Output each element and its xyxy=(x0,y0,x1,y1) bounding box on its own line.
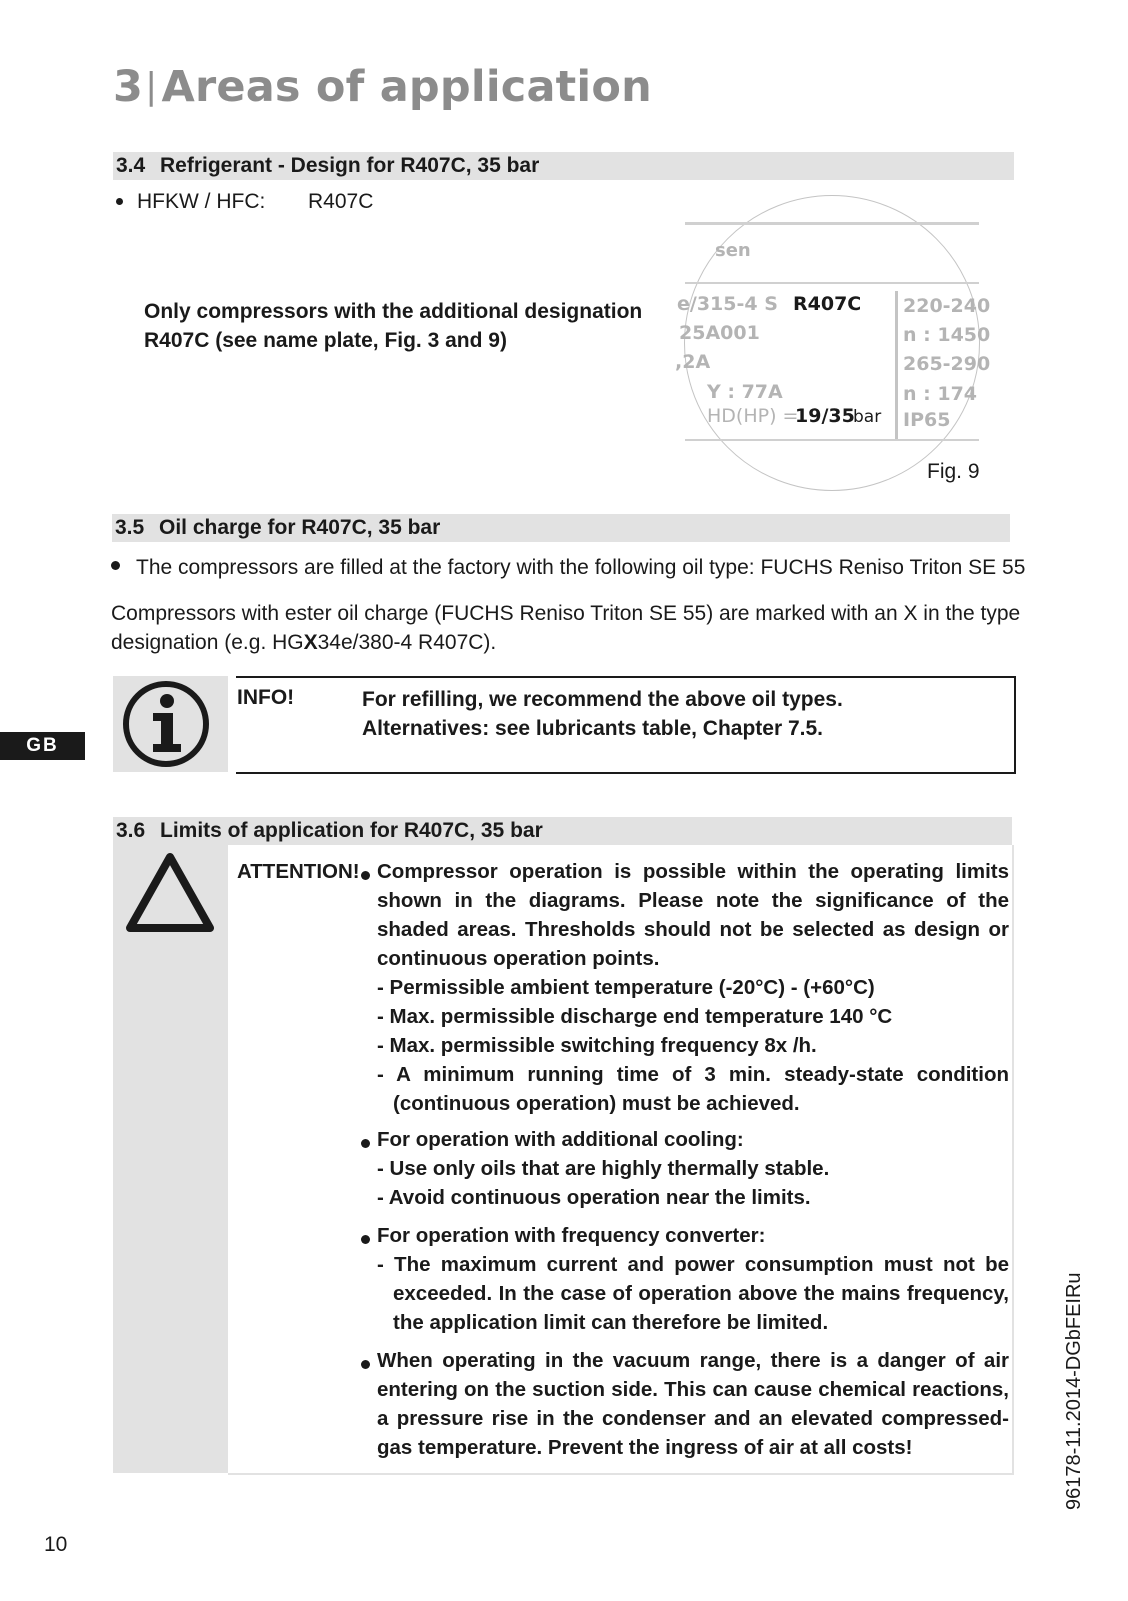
attention-block-1 xyxy=(377,857,1009,1118)
section-number: 3.6 xyxy=(116,819,146,842)
note-line-1: Only compressors with the additional designation xyxy=(144,300,643,323)
attention-lead: For operation with frequency converter: xyxy=(377,1224,766,1247)
plate-text: Y : 77A xyxy=(707,381,783,403)
note-line-2: R407C (see name plate, Fig. 3 and 9) xyxy=(144,329,507,352)
oil-type-text: The compressors are filled at the factory with the following oil type: FUCHS Reniso Triton SE 55 xyxy=(136,556,1026,579)
attention-lead: When operating in the vacuum range, there is a danger of air entering on the suction side. This can cause chemical reactions, a pressure rise in the condenser and an elevated compressed-gas temperature. Prevent the ingress of air at all costs! xyxy=(377,1349,1009,1459)
refrigerant-value: R407C xyxy=(308,190,374,213)
page-number: 10 xyxy=(44,1533,68,1556)
section-title: Oil charge for R407C, 35 bar xyxy=(159,516,441,539)
chapter-title-text: Areas of application xyxy=(161,62,652,112)
attention-item: - Avoid continuous operation near the limits. xyxy=(377,1186,811,1209)
refrigerant-bullet xyxy=(116,190,265,214)
plate-refrigerant: R407C xyxy=(793,293,862,315)
attention-lead: For operation with additional cooling: xyxy=(377,1128,744,1151)
attention-block-2 xyxy=(377,1125,1009,1212)
bullet-icon xyxy=(361,1139,370,1148)
bullet-icon xyxy=(361,871,370,880)
name-plate-magnifier xyxy=(675,195,991,491)
chapter-title xyxy=(113,62,652,112)
info-line-1: For refilling, we recommend the above oil types. xyxy=(362,688,843,711)
plate-text: n : 174 xyxy=(903,383,978,405)
info-label: INFO! xyxy=(237,686,295,709)
attention-item: - Max. permissible switching frequency 8x /h. xyxy=(377,1034,817,1057)
section-heading-3-6 xyxy=(113,817,1012,845)
plate-pressure-unit: bar xyxy=(853,407,882,427)
plate-text: sen xyxy=(715,240,751,261)
info-icon xyxy=(113,676,228,772)
language-tab: GB xyxy=(0,732,85,760)
section-heading-3-4 xyxy=(113,152,1014,180)
attention-item: - The maximum current and power consumption must not be exceeded. In the case of operation above the mains frequency, the application limit can therefore be limited. xyxy=(377,1253,1009,1334)
attention-lead: Compressor operation is possible within the operating limits shown in the diagrams. Please note the significance of the shaded areas. Thresholds should not be selected as design or continuous operation points. xyxy=(377,860,1009,970)
figure-caption: Fig. 9 xyxy=(927,460,980,483)
ester-para-line-1: Compressors with ester oil charge (FUCHS Reniso Triton SE 55) are marked with an X in the type xyxy=(111,602,1021,625)
plate-text: IP65 xyxy=(903,409,951,431)
refrigerant-label: HFKW / HFC: xyxy=(137,190,266,213)
document-code: 96178-11.2014-DGbFEIRu xyxy=(1063,1272,1085,1510)
section-number: 3.4 xyxy=(116,154,146,177)
plate-text: 220-240 xyxy=(903,295,991,317)
attention-block-4 xyxy=(377,1346,1009,1462)
text-segment: designation (e.g. HG xyxy=(111,631,304,654)
plate-text: HD(HP) = xyxy=(707,405,799,427)
attention-item: - Max. permissible discharge end temperature 140 °C xyxy=(377,1005,893,1028)
bullet-icon xyxy=(111,561,120,570)
oil-type-bullet xyxy=(111,556,1025,580)
chapter-separator: | xyxy=(145,66,158,107)
attention-item: - A minimum running time of 3 min. steady-state condition (continuous operation) must be achieved. xyxy=(377,1063,1009,1115)
attention-item: - Permissible ambient temperature (-20°C) - (+60°C) xyxy=(377,976,875,999)
plate-text: n : 1450 xyxy=(903,324,991,346)
plate-text: 265-290 xyxy=(903,353,991,375)
ester-para-line-2 xyxy=(111,631,496,655)
text-segment-bold: X xyxy=(303,631,318,654)
text-segment: 34e/380-4 R407C). xyxy=(317,631,497,654)
section-number: 3.5 xyxy=(115,516,145,539)
info-icon-panel xyxy=(113,676,228,772)
plate-pressure: 19/35 xyxy=(795,405,855,427)
bullet-icon xyxy=(361,1360,370,1369)
chapter-number: 3 xyxy=(113,62,144,112)
warning-icon-panel xyxy=(113,845,228,1473)
warning-triangle-icon xyxy=(113,845,228,945)
attention-label: ATTENTION! xyxy=(237,860,360,883)
section-title: Refrigerant - Design for R407C, 35 bar xyxy=(160,154,540,177)
plate-text: 25A001 xyxy=(679,322,760,344)
bullet-icon xyxy=(361,1235,370,1244)
plate-text: e/315-4 S xyxy=(677,293,778,315)
section-title: Limits of application for R407C, 35 bar xyxy=(160,819,543,842)
attention-item: - Use only oils that are highly thermally stable. xyxy=(377,1157,830,1180)
bullet-icon xyxy=(116,198,123,205)
attention-block-3 xyxy=(377,1221,1009,1337)
plate-text: ,2A xyxy=(675,351,711,373)
info-line-2: Alternatives: see lubricants table, Chapter 7.5. xyxy=(362,717,823,740)
section-heading-3-5 xyxy=(112,514,1010,542)
